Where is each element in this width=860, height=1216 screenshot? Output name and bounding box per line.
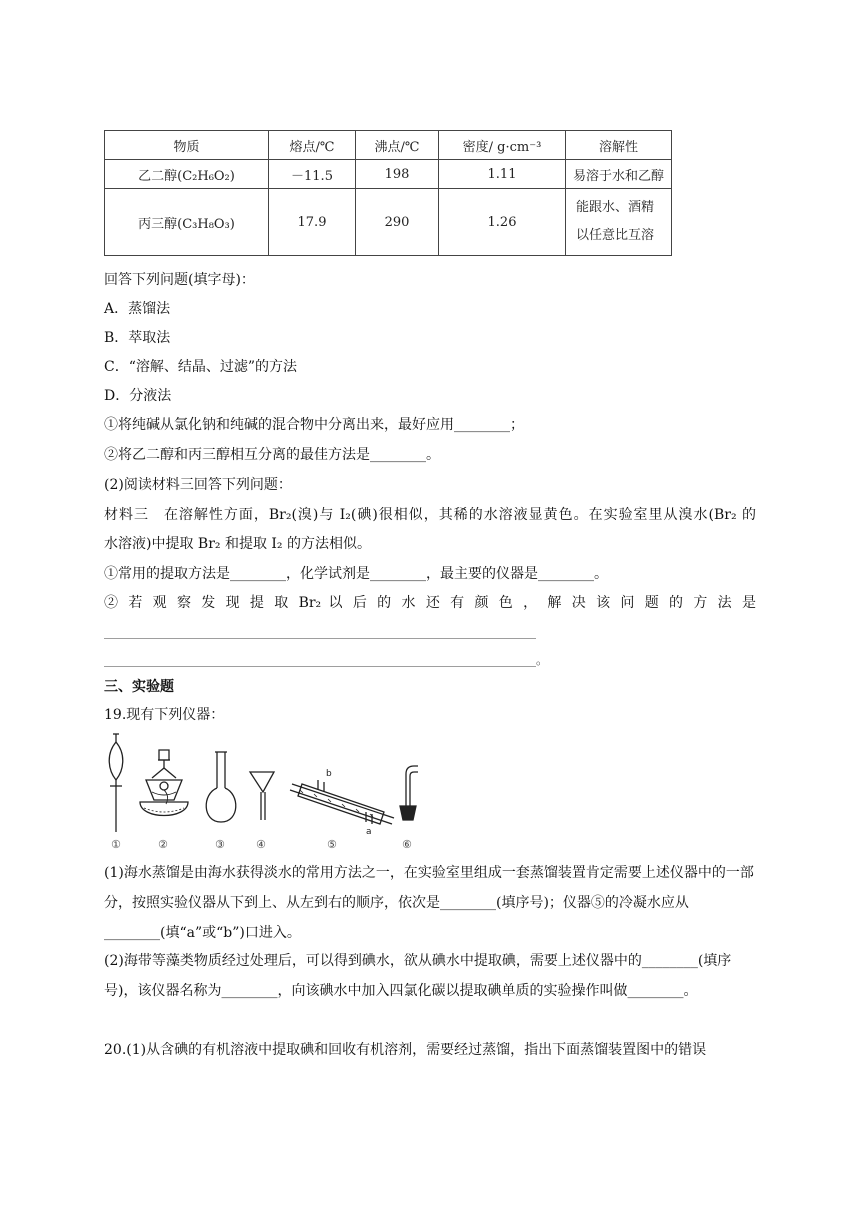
instruments-figure — [104, 732, 434, 852]
instrument-label-3: ③ — [215, 838, 225, 851]
cell-boiling-point: 198 — [356, 160, 439, 189]
cell-solubility: 能跟水、酒精以任意比互溶 — [566, 189, 672, 256]
q1-subquestion-2: ②将乙二醇和丙三醇相互分离的最佳方法是________。 — [104, 447, 440, 463]
header-density: 密度/ g·cm⁻³ — [439, 131, 566, 160]
cell-solubility: 易溶于水和乙醇 — [566, 160, 672, 189]
header-boiling-point: 沸点/℃ — [356, 131, 439, 160]
funnel-icon — [250, 772, 274, 820]
q20-text: 20.(1)从含碘的有机溶液中提取碘和回收有机溶剂，需要经过蒸馏，指出下面蒸馏装置图中的错误 — [104, 1042, 707, 1058]
cell-density: 1.11 — [439, 160, 566, 189]
round-bottom-flask-icon — [206, 752, 236, 822]
cell-substance: 丙三醇(C₃H₈O₃) — [105, 189, 269, 256]
cell-boiling-point: 290 — [356, 189, 439, 256]
condenser-icon — [290, 780, 394, 824]
table-row — [105, 189, 672, 256]
condenser-port-a-label: a — [366, 827, 372, 837]
instrument-label-4: ④ — [256, 838, 266, 851]
option-c: C．“溶解、结晶、过滤”的方法 — [104, 359, 298, 375]
instrument-label-2: ② — [158, 838, 168, 851]
header-substance: 物质 — [105, 131, 269, 160]
stopper-with-tube-icon — [400, 766, 418, 820]
instrument-label-5: ⑤ — [327, 838, 337, 851]
header-solubility: 溶解性 — [566, 131, 672, 160]
condenser-port-b-label: b — [326, 769, 332, 779]
separatory-funnel-icon — [109, 734, 123, 832]
material-three-line1: 材料三 在溶解性方面，Br₂(溴)与 I₂(碘)很相似，其稀的水溶液显黄色。在实验室里从溴水(Br₂ 的 — [104, 507, 756, 523]
q19-title: 19.现有下列仪器： — [104, 707, 225, 723]
properties-table — [104, 130, 672, 256]
section-heading: 三、实验题 — [104, 679, 174, 695]
answer-blank-line-1: ________________________________________________________________________ — [104, 625, 536, 639]
header-melting-point: 熔点/℃ — [269, 131, 356, 160]
table-header-row — [105, 131, 672, 160]
table-row — [105, 160, 672, 189]
option-b: B．萃取法 — [104, 330, 171, 346]
option-d: D．分液法 — [104, 388, 172, 404]
cell-substance: 乙二醇(C₂H₆O₂) — [105, 160, 269, 189]
instrument-label-6: ⑥ — [402, 838, 412, 851]
cell-melting-point: －11.5 — [269, 160, 356, 189]
cell-melting-point: 17.9 — [269, 189, 356, 256]
q2-subquestion-2: ② 若 观 察 发 现 提 取 Br₂ 以 后 的 水 还 有 颜 色 ， 解 决 该 问 题 的 方 法 是 — [104, 595, 756, 611]
q1-subquestion-1: ①将纯碱从氯化钠和纯碱的混合物中分离出来，最好应用________； — [104, 417, 524, 433]
material-three-line2: 水溶液)中提取 Br₂ 和提取 I₂ 的方法相似。 — [104, 536, 371, 552]
instrument-label-1: ① — [111, 838, 121, 851]
cell-density: 1.26 — [439, 189, 566, 256]
option-a: A．蒸馏法 — [104, 301, 171, 317]
q19-part-1: (1)海水蒸馏是由海水获得淡水的常用方法之一，在实验室里组成一套蒸馏装置肯定需要上述仪器中的一部分，按照实验仪器从下到上、从左到右的顺序，依次是________(填序号)；仪器⑤的冷凝水应从________(填“a”或“b”)口进入。 — [104, 865, 754, 941]
q2-intro: (2)阅读材料三回答下列问题： — [104, 477, 292, 493]
q2-subquestion-1: ①常用的提取方法是________，化学试剂是________，最主要的仪器是________。 — [104, 566, 608, 582]
distillation-flask-on-lamp-icon — [140, 750, 188, 816]
q19-part-2: (2)海带等藻类物质经过处理后，可以得到碘水，欲从碘水中提取碘，需要上述仪器中的________(填序号)，该仪器名称为________，向该碘水中加入四氯化碳以提取碘单质的实验操作叫做________。 — [104, 953, 732, 999]
q1-intro: 回答下列问题(填字母)： — [104, 272, 255, 288]
answer-blank-line-2: ________________________________________________________________________。 — [104, 653, 549, 667]
